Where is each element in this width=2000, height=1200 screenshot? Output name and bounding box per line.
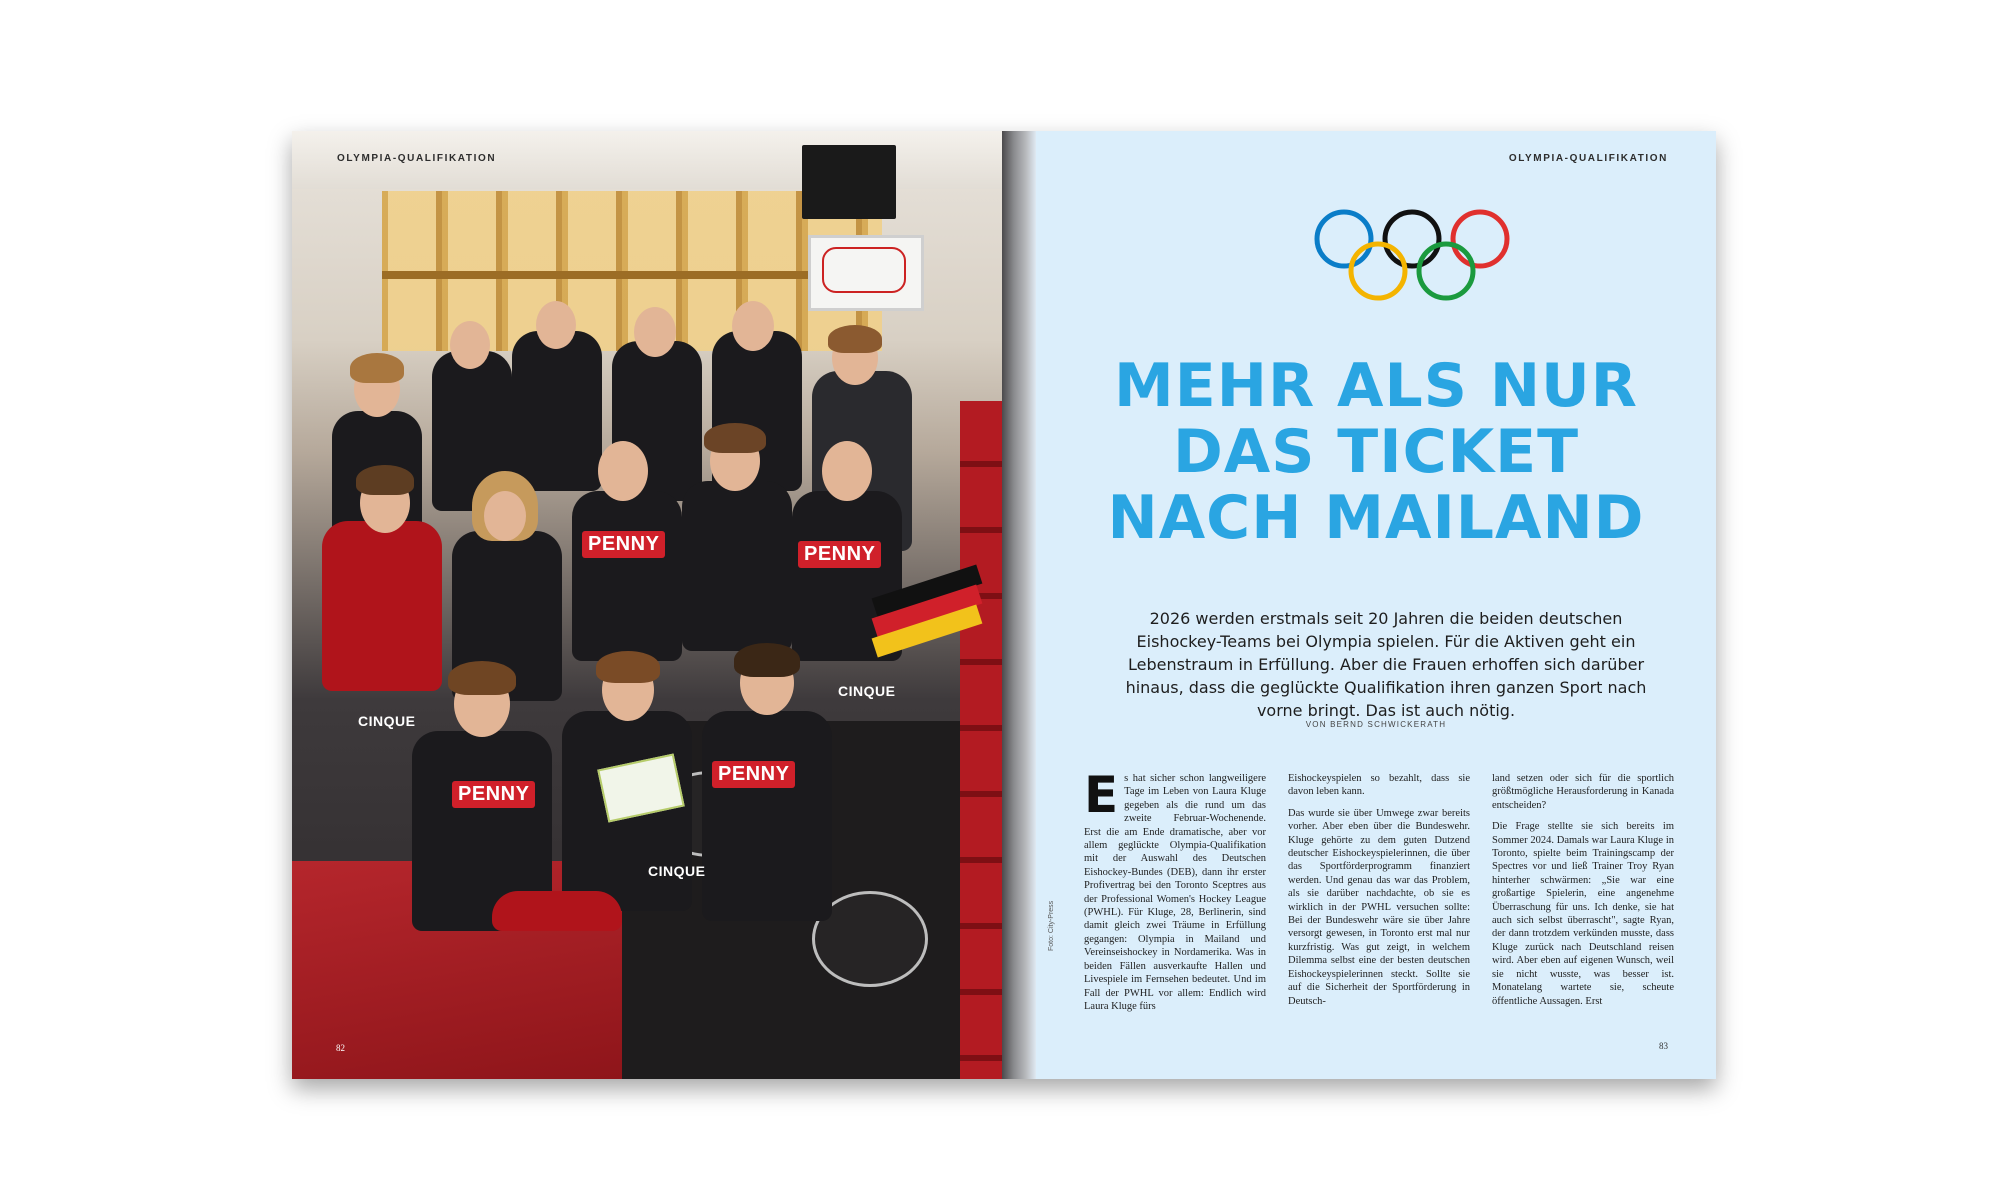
- photo-rink-drawing: [822, 247, 906, 293]
- spread-gutter: [1002, 131, 1036, 1079]
- photo-locker-shelf: [382, 271, 882, 279]
- team-photo-page: [292, 131, 1002, 1079]
- olympic-rings-icon: [1312, 209, 1512, 307]
- player: [572, 491, 682, 661]
- player-face: [536, 301, 576, 349]
- player-hair: [704, 423, 766, 453]
- jersey-sponsor: CINQUE: [358, 713, 416, 729]
- player-face: [634, 307, 676, 357]
- player: [682, 481, 792, 651]
- headline-line: NACH MAILAND: [1107, 483, 1645, 553]
- article-headline: [1036, 353, 1716, 551]
- player-hair: [350, 353, 404, 383]
- article-byline: VON BERND SCHWICKERATH: [1305, 720, 1447, 729]
- article-lead: 2026 werden erstmals seit 20 Jahren die beiden deutschen Eishockey-Teams bei Olympia spielen. Für die Aktiven geht ein Lebenstraum in Erfüllung. Aber die Frauen erhoffen sich darüber hinaus, dass die geglückte Qualifikation ihren ganzen Sport nach vorne bringt. Das ist auch nötig.: [1125, 609, 1647, 720]
- player-hair: [356, 465, 414, 495]
- body-paragraph: land setzen oder sich für die sportlich größtmögliche Herausforderung in Kanada entscheiden?: [1492, 773, 1674, 811]
- ring-black: [1385, 212, 1439, 266]
- article-body: [1084, 766, 1674, 1022]
- player-hair: [828, 325, 882, 353]
- right-page-kicker: OLYMPIA-QUALIFIKATION: [1508, 153, 1668, 164]
- body-paragraph: Eishockeyspielen so bezahlt, dass sie davon leben kann.: [1288, 773, 1470, 798]
- player-face: [598, 441, 648, 501]
- dropcap: E: [1084, 766, 1119, 824]
- player-face: [484, 491, 526, 541]
- article-page: [1036, 131, 1716, 1079]
- headline-line: DAS TICKET: [1172, 417, 1580, 487]
- ring-green: [1419, 244, 1473, 298]
- magazine-spread: [292, 131, 1716, 1079]
- team-group: [312, 291, 972, 931]
- player: [512, 331, 602, 491]
- article-column-1: [1084, 766, 1266, 1021]
- left-page-number: 82: [336, 1043, 345, 1053]
- body-paragraph: Das wurde sie über Umwege zwar bereits vorher. Aber eben über die Bundeswehr. Kluge gehörte zu dem guten Dutzend deutscher Eishockeyspielerinnen, die über das Sportförderprogramm finanziert werden. Und genau das war das Problem, als sie darüber nachdachte, ob sie es wirklich in der PWHL versuchen sollte: Bei der Bundeswehr wäre sie über Jahre versorgt gewesen, in Toronto erst mal nur kurzfristig. Was gut zeigt, in welchem Dilemma selbst eine der besten deutschen Eishockeyspielerinnen steckt. Sollte sie auf die Sicherheit der Sportförderung in Deutsch-: [1288, 807, 1470, 1007]
- ring-yellow: [1351, 244, 1405, 298]
- player-face: [822, 441, 872, 501]
- headline-line: MEHR ALS NUR: [1114, 351, 1638, 421]
- article-column-2: [1288, 772, 1470, 1016]
- player-face: [450, 321, 490, 369]
- ring-red: [1453, 212, 1507, 266]
- player: [702, 711, 832, 921]
- player-hair: [596, 651, 660, 683]
- photo-tv: [802, 145, 896, 219]
- left-page-kicker: OLYMPIA-QUALIFIKATION: [337, 153, 497, 164]
- jersey-sponsor: CINQUE: [838, 683, 896, 699]
- body-paragraph: Die Frage stellte sie sich bereits im Sommer 2024. Damals war Laura Kluge in Toronto, spielte beim Trainingscamp der Spectres vor und ließ Trainer Troy Ryan hinterher schwärmen: „Sie war eine großartige Spielerin, eine angenehme Überraschung für uns. Ich denke, sie hat auch sich selbst überrascht", sagte Ryan, der dann trotzdem verkünden musste, dass Kluge zurück nach Deutschland reisen wird. Aber eben auf eigenen Wunsch, weil sie nicht wusste, was besser ist. Monatelang wartete sie, scheute öffentliche Aussagen. Erst: [1492, 821, 1674, 1007]
- right-page-number: 83: [1659, 1041, 1668, 1051]
- jersey-sponsor: PENNY: [582, 531, 665, 558]
- player-hair: [448, 661, 516, 695]
- article-column-3: [1492, 772, 1674, 1016]
- player-hair: [734, 643, 800, 677]
- jersey-sponsor: PENNY: [712, 761, 795, 788]
- body-text: s hat sicher schon langweiligere Tage im Leben von Laura Kluge gegeben als die rund um das zweite Februar-Wochenende. Erst die am Ende dramatische, aber vor allem geglückte Olympia-Qualifikation mit der Auswahl des Deutschen Eishockey-Bundes (DEB), dann ihr erster Profivertrag bei den Toronto Sceptres aus der Professional Women's Hockey League (PWHL). Für Kluge, 28, Berlinerin, sind damit gleich zwei Träume in Erfüllung gegangen: Olympia in Mailand und Vereinseishockey in Nordamerika. Was in beiden Fällen ausverkaufte Hallen und Livespiele im Fernsehen bedeutet. Und im Fall der PWHL vor allem: Endlich wird Laura Kluge fürs: [1084, 773, 1266, 1012]
- jersey-sponsor: PENNY: [798, 541, 881, 568]
- player: [322, 521, 442, 691]
- photo-credit: Foto: City-Press: [1048, 900, 1055, 951]
- jersey-sponsor: PENNY: [452, 781, 535, 808]
- player-pants: [492, 891, 622, 931]
- jersey-sponsor: CINQUE: [648, 863, 706, 879]
- body-paragraph: [1084, 766, 1266, 1013]
- ring-blue: [1317, 212, 1371, 266]
- player-face: [732, 301, 774, 351]
